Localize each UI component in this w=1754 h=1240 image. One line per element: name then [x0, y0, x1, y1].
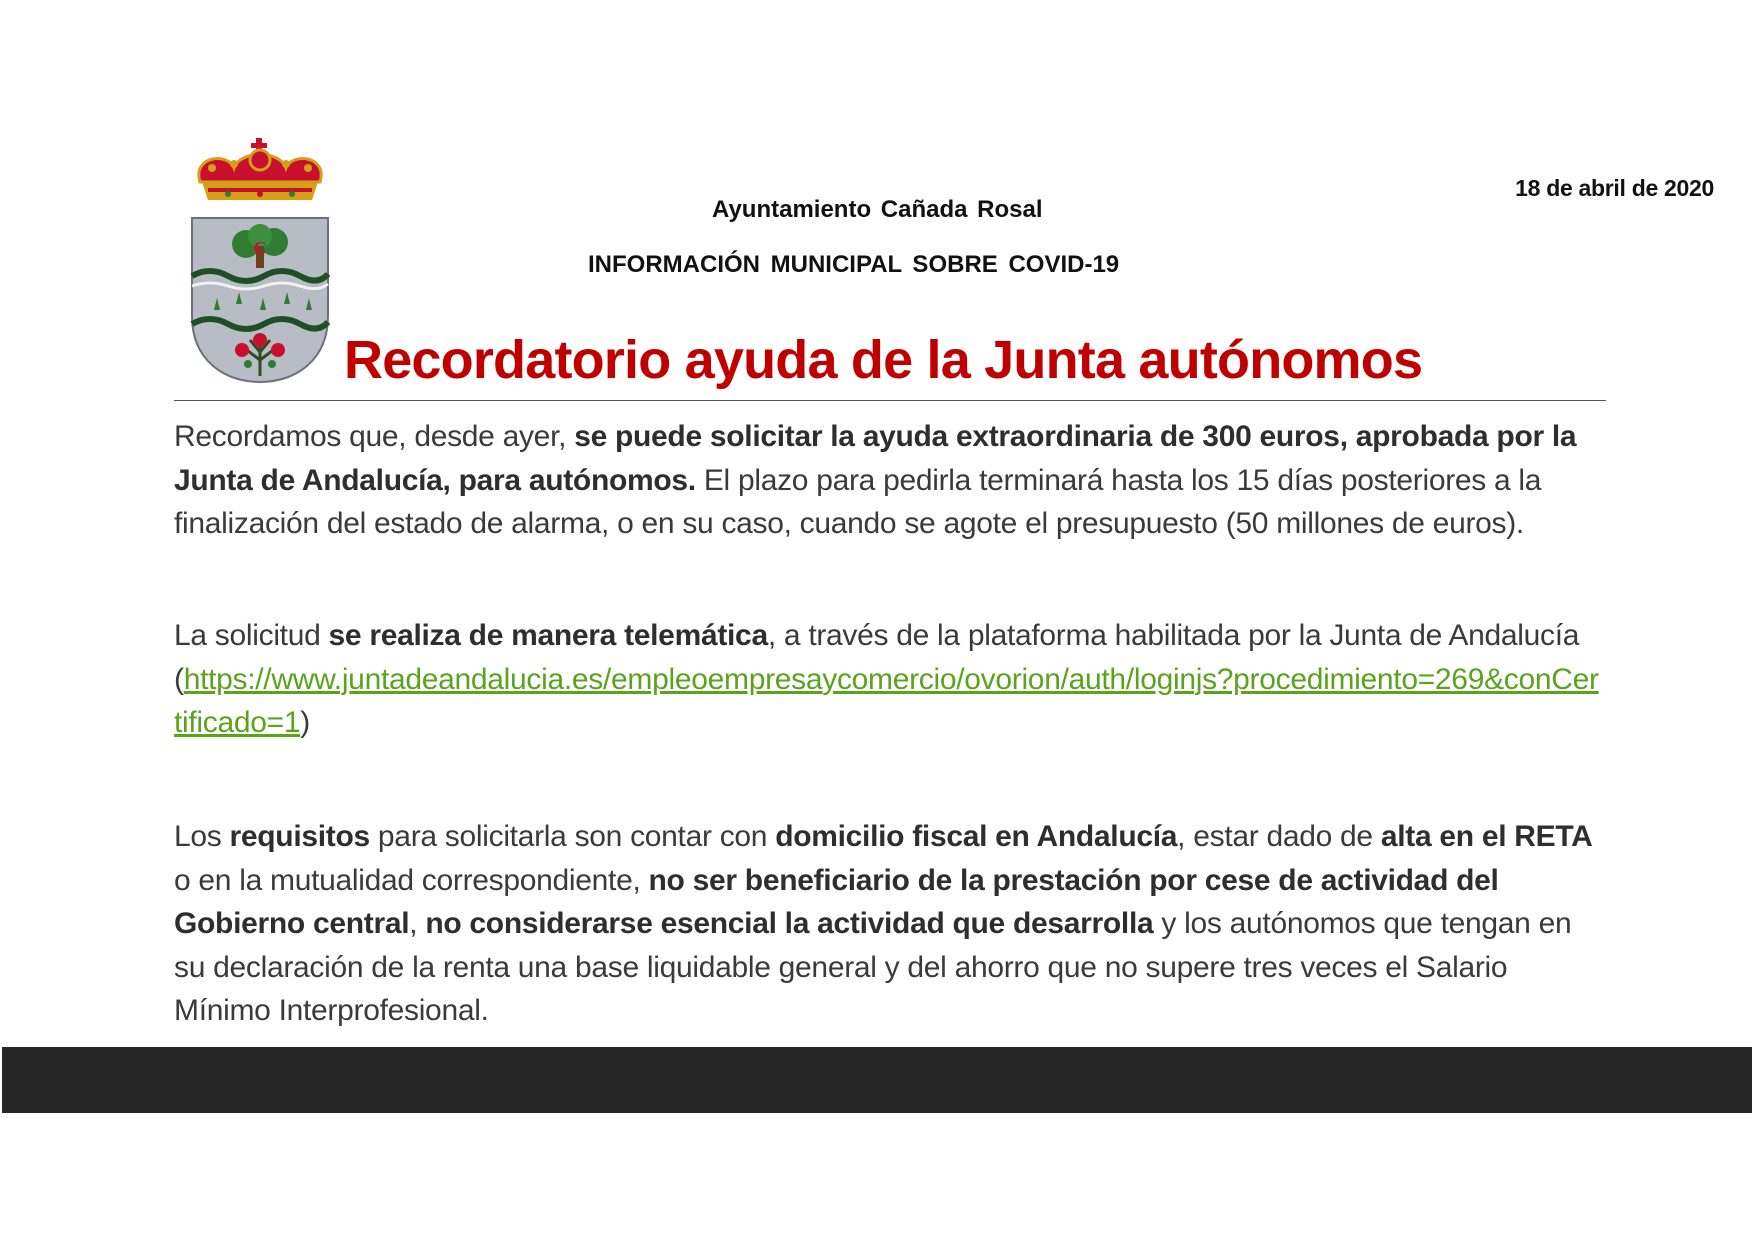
bold-text-run: no ser beneficiario de la prestación por cese de actividad del Gobierno central [174, 863, 1499, 940]
bold-text-run: domicilio fiscal en Andalucía [775, 820, 1178, 853]
paragraph-intro [174, 415, 1606, 546]
svg-text:C: C [253, 238, 267, 258]
organization-name: Ayuntamiento Cañada Rosal [712, 196, 1043, 223]
section-heading: INFORMACIÓN MUNICIPAL SOBRE COVID-19 [588, 251, 1120, 278]
text-run: , a través de la plataforma habilitada por la Junta de Andalucía ( [174, 619, 1580, 696]
text-run: , estar dado de [1177, 820, 1381, 853]
paragraph-application [174, 614, 1606, 745]
coat-of-arms-icon [188, 138, 332, 384]
bold-text-run: no considerarse esencial la actividad que desarrolla [425, 907, 1154, 940]
text-run: ) [300, 706, 310, 739]
document-date: 18 de abril de 2020 [1515, 175, 1714, 201]
text-run: para solicitarla son contar con [369, 820, 776, 853]
bold-text-run: requisitos [229, 820, 370, 853]
text-run: y los autónomos que tengan en su declaración de la renta una base liquidable general y del ahorro que no supere tres veces el Salario Mínimo Interprofesional. [174, 907, 1572, 1027]
page-title: Recordatorio ayuda de la Junta autónomos [344, 330, 1423, 390]
title-divider [174, 400, 1606, 401]
text-run: , [409, 907, 426, 940]
bold-text-run: alta en el RETA [1380, 820, 1593, 853]
text-run: El plazo para pedirla terminará hasta los 15 días posteriores a la finalización del estado de alarma, o en su caso, cuando se agote el presupuesto (50 millones de euros). [174, 463, 1542, 540]
text-run: La solicitud [174, 619, 329, 652]
text-run: o en la mutualidad correspondiente, [174, 863, 649, 897]
text-run: Recordamos que, desde ayer, [174, 420, 575, 453]
crown-icon [199, 138, 321, 200]
bold-text-run: se puede solicitar la ayuda extraordinaria de 300 euros, aprobada por la Junta de Andalucía, para autónomos. [174, 420, 1577, 497]
application-platform-link[interactable]: https://www.juntadeandalucia.es/empleoempresaycomercio/ovorion/auth/loginjs?procedimiento=269&conCertificado=1 [174, 662, 1599, 739]
bold-text-run: se realiza de manera telemática [328, 619, 768, 652]
footer-bar [2, 1047, 1752, 1113]
paragraph-requirements [174, 815, 1606, 1033]
text-run: Los [174, 820, 230, 853]
